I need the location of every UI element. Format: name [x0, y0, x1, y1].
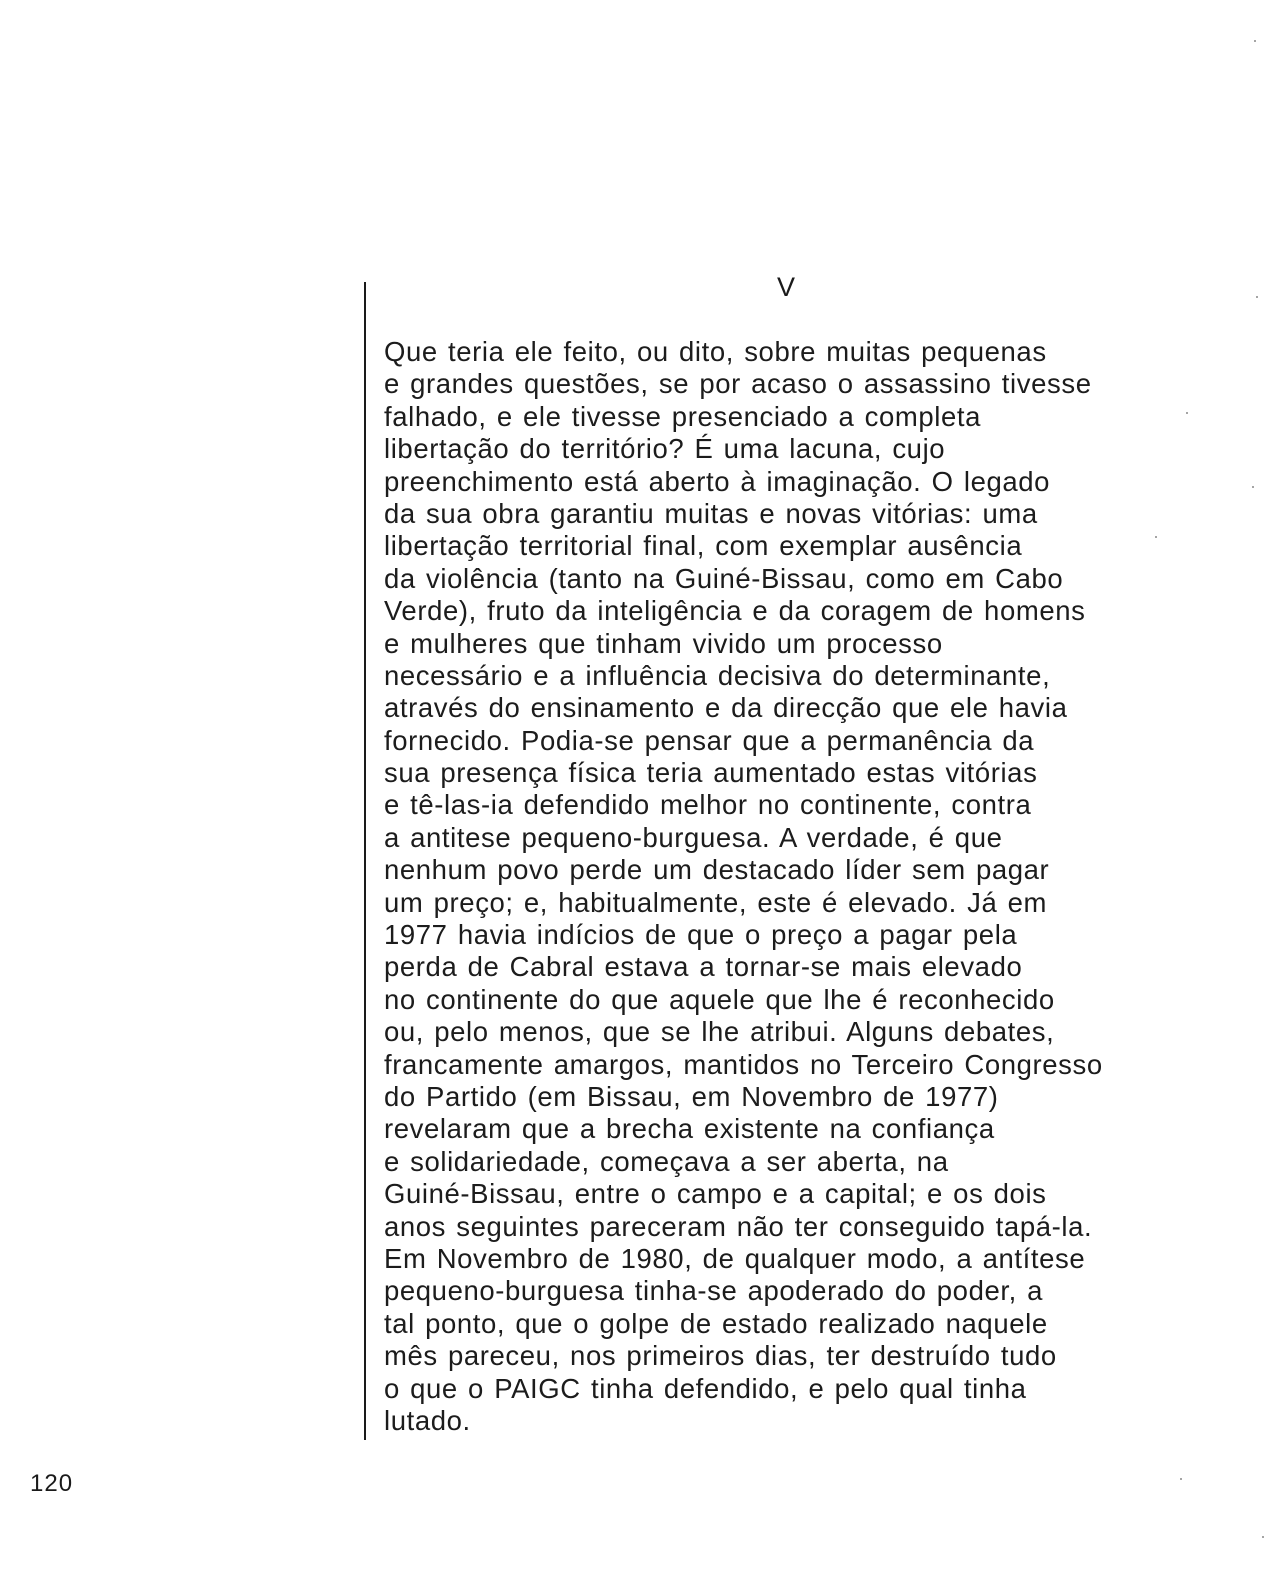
scan-speck — [1256, 296, 1258, 298]
text-line: mês pareceu, nos primeiros dias, ter destruído tudo — [384, 1340, 1057, 1372]
text-line: ou, pelo menos, que se lhe atribui. Alguns debates, — [384, 1016, 1055, 1048]
text-line: francamente amargos, mantidos no Terceiro Congresso — [384, 1048, 1103, 1080]
text-line: fornecido. Podia-se pensar que a permanência da — [384, 724, 1035, 756]
text-line: no continente do que aquele que lhe é reconhecido — [384, 983, 1055, 1015]
scan-speck — [1254, 40, 1256, 42]
text-line: sua presença física teria aumentado estas vitórias — [384, 757, 1038, 789]
text-line: Verde), fruto da inteligência e da coragem de homens — [384, 595, 1086, 627]
chapter-numeral: V — [777, 272, 797, 302]
text-line: nenhum povo perde um destacado líder sem pagar — [384, 854, 1050, 886]
text-line: a antitese pequeno-burguesa. A verdade, é que — [384, 821, 1003, 853]
body-text — [384, 336, 1224, 1437]
margin-rule — [364, 282, 366, 1440]
text-line: Guiné-Bissau, entre o campo e a capital; e os dois — [384, 1178, 1047, 1210]
text-line: e mulheres que tinham vivido um processo — [384, 627, 943, 659]
scan-speck — [1180, 1478, 1182, 1480]
text-line: tal ponto, que o golpe de estado realizado naquele — [384, 1307, 1048, 1339]
text-line: perda de Cabral estava a tornar-se mais elevado — [384, 951, 1023, 983]
text-line: Que teria ele feito, ou dito, sobre muitas pequenas — [384, 336, 1047, 367]
text-line: revelaram que a brecha existente na confiança — [384, 1113, 995, 1145]
text-line: preenchimento está aberto à imaginação. O legado — [384, 465, 1051, 497]
text-line: da sua obra garantiu muitas e novas vitórias: uma — [384, 497, 1038, 529]
scan-speck — [1262, 1536, 1264, 1538]
text-line: do Partido (em Bissau, em Novembro de 1977) — [384, 1080, 999, 1112]
text-line: pequeno-burguesa tinha-se apoderado do poder, a — [384, 1275, 1043, 1307]
text-line: um preço; e, habitualmente, este é elevado. Já em — [384, 886, 1047, 918]
text-line: e solidariedade, começava a ser aberta, na — [384, 1145, 949, 1177]
scan-speck — [1155, 536, 1157, 538]
text-line: libertação do território? É uma lacuna, cujo — [384, 433, 946, 465]
text-line: lutado. — [384, 1404, 471, 1436]
text-line: necessário e a influência decisiva do determinante, — [384, 659, 1051, 691]
page-number: 120 — [30, 1470, 74, 1497]
scan-speck — [1186, 412, 1188, 414]
scan-speck — [1252, 486, 1254, 488]
text-line: Em Novembro de 1980, de qualquer modo, a antítese — [384, 1242, 1086, 1274]
text-line: libertação territorial final, com exemplar ausência — [384, 530, 1023, 562]
text-line: o que o PAIGC tinha defendido, e pelo qual tinha — [384, 1372, 1027, 1404]
text-line: 1977 havia indícios de que o preço a pagar pela — [384, 919, 1018, 951]
text-line: anos seguintes pareceram não ter conseguido tapá-la. — [384, 1210, 1093, 1242]
text-line: da violência (tanto na Guiné-Bissau, como em Cabo — [384, 562, 1064, 594]
text-line: através do ensinamento e da direcção que ele havia — [384, 692, 1068, 724]
text-line: e tê-las-ia defendido melhor no continente, contra — [384, 789, 1032, 821]
text-line: falhado, e ele tivesse presenciado a completa — [384, 400, 981, 432]
text-line: e grandes questões, se por acaso o assassino tivesse — [384, 368, 1092, 400]
